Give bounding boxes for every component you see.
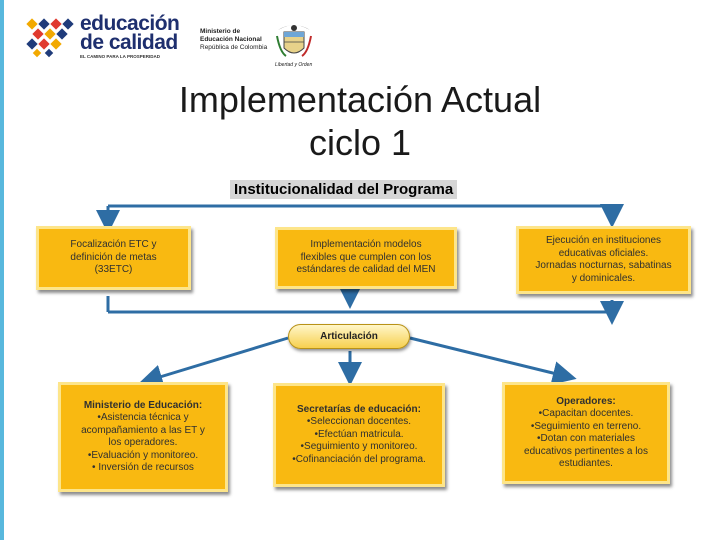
logo-tagline: EL CAMINO PARA LA PROSPERIDAD [80,54,161,59]
box-line: Ejecución en instituciones [545,235,662,246]
box-heading: Secretarías de educación: [297,403,421,415]
box-line: los operadores. [108,437,178,448]
box-line: •Cofinanciación del programa. [292,453,426,465]
box-line: estudiantes. [559,458,613,469]
box-line: acompañamiento a las ET y [81,424,205,436]
box-line: •Capacitan docentes. [538,408,634,419]
slide-title-line-2: ciclo 1 [308,122,412,163]
box-line: (33ETC) [94,264,133,276]
logo-line-2: de calidad [80,31,178,54]
box-line: •Seguimiento y monitoreo. [300,441,418,453]
box-line: •Seguimiento en terreno. [530,420,642,432]
box-line: Jornadas nocturnas, sabatinas [535,260,672,271]
box-line: estándares de calidad del MEN [296,264,436,276]
box-line: definición de metas [70,251,157,263]
bottom-box-ministerio [58,382,228,492]
articulacion-label: Articulación [288,324,410,349]
bottom-box-secretarias [273,383,445,487]
box-heading: Ministerio de Educación: [83,399,203,411]
top-box-implementacion [275,227,457,289]
box-line: educativas oficiales. [558,247,649,259]
slide-title-line-1: Implementación Actual [178,79,542,120]
box-line: •Efectúan matricula. [314,428,404,440]
box-heading: Operadores: [556,395,616,407]
crest-caption: Libertad y Orden [275,62,313,68]
ministry-line-2: Educación Nacional [200,36,262,43]
top-box-ejecucion [516,226,691,294]
box-line: y dominicales. [571,272,636,284]
box-line: educativos pertinentes a los [524,445,648,457]
pill-arrow-right [410,338,565,376]
ministry-line-1: Ministerio de [200,28,241,35]
top-box-focalizacion [36,226,191,290]
program-title: Institucionalidad del Programa [230,180,457,199]
box-line: •Dotan con materiales [537,433,635,444]
bottom-box-operadores [502,382,670,484]
box-line: •Evaluación y monitoreo. [87,449,199,461]
ministry-line-3: República de Colombia [200,44,268,51]
pill-arrow-left [150,338,288,380]
box-line: •Seleccionan docentes. [306,416,412,428]
box-line: Implementación modelos [310,239,422,251]
logo-line-1: educación [80,12,180,35]
box-line: flexibles que cumplen con los [300,251,432,263]
box-line: • Inversión de recursos [92,462,194,473]
box-line: Focalización ETC y [70,239,157,251]
box-line: •Asistencia técnica y [97,412,189,423]
